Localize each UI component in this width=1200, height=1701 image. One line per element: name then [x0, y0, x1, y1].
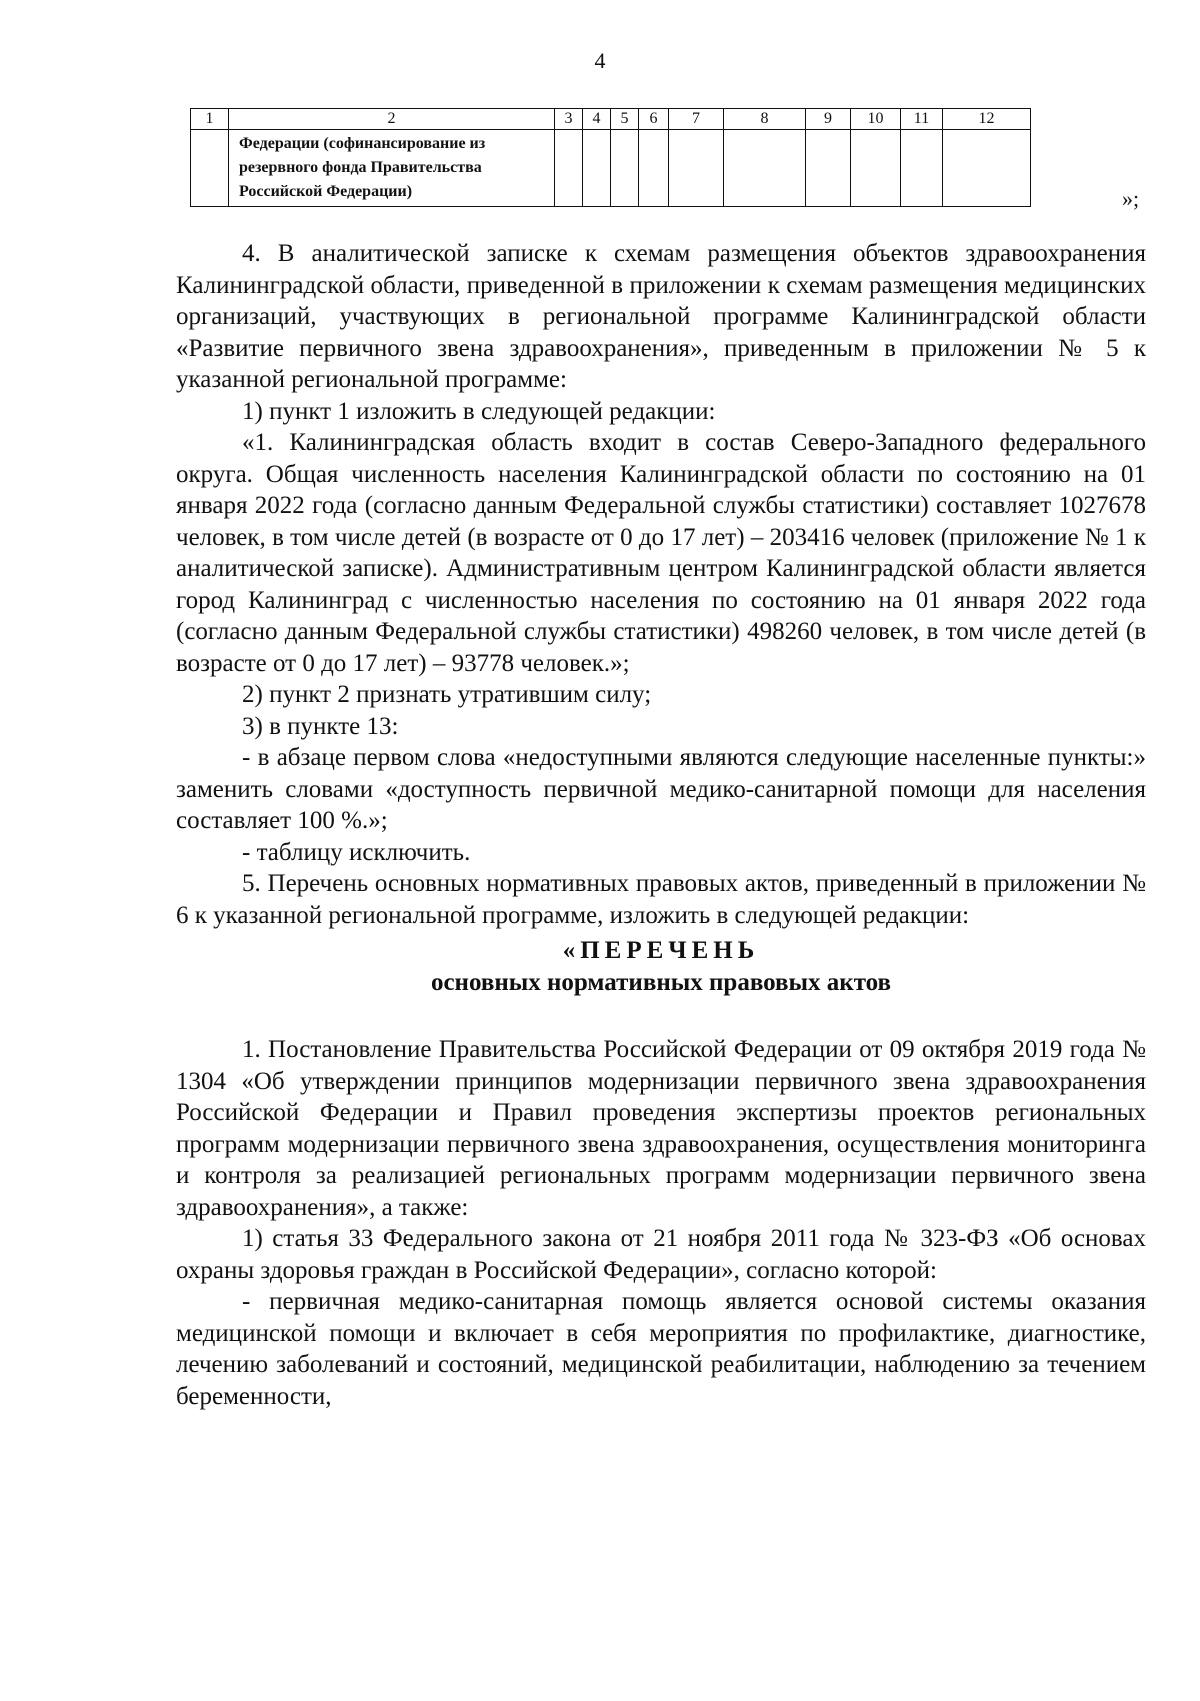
list-subheading: основных нормативных правовых актов: [430, 968, 892, 996]
table-header-cell: 11: [901, 109, 943, 130]
table-cell: [943, 130, 1031, 207]
table-header-cell: 12: [943, 109, 1031, 130]
table-header-cell: 6: [639, 109, 669, 130]
paragraph-4-item-3: 3) в пункте 13:: [242, 712, 399, 740]
table-header-cell: 9: [806, 109, 851, 130]
table-cell: [724, 130, 806, 207]
list-item-1-sub-1: 1) статья 33 Федерального закона от 21 ноября 2011 года № 323-ФЗ «Об основах охраны здоровья граждан в Российской Федерации», согласно которой:: [176, 1225, 1146, 1284]
table-cell-description: Федерации (софинансирование из резервного фонда Правительства Российской Федерации): [229, 130, 555, 207]
table-close-quote: »;: [1122, 186, 1140, 211]
table-header-cell: 2: [229, 109, 555, 130]
paragraph-4-item-2: 2) пункт 2 признать утратившим силу;: [242, 681, 652, 708]
paragraph-4-item-3-b: - таблицу исключить.: [242, 838, 471, 866]
table-header-cell: 8: [724, 109, 806, 130]
table-header-cell: 1: [191, 109, 229, 130]
table-header-cell: 5: [611, 109, 639, 130]
document-body: [176, 238, 1146, 1412]
list-item-1: 1. Постановление Правительства Российской Федерации от 09 октября 2019 года № 1304 «Об утверждении принципов модернизации первичного звена здравоохранения Российской Федерации и Правил проведения экспертизы проектов региональных программ модернизации первичного звена здравоохранения, осуществления мониторинга и контроля за реализацией региональных программ модернизации первичного звена здравоохранения», а также:: [176, 1036, 1146, 1221]
table-cell: [901, 130, 943, 207]
table-cell: [611, 130, 639, 207]
paragraph-5: 5. Перечень основных нормативных правовых актов, приведенный в приложении № 6 к указанной региональной программе, изложить в следующей редакции:: [176, 870, 1146, 929]
table-cell: [583, 130, 611, 207]
table-row: [191, 130, 1031, 207]
table-header-cell: 3: [555, 109, 583, 130]
paragraph-4-item-3-a: - в абзаце первом слова «недоступными являются следующие населенные пункты:» заменить словами «доступность первичной медико-санитарной помощи для населения составляет 100 %.»;: [176, 744, 1146, 834]
table-header-cell: 4: [583, 109, 611, 130]
table-header-row: [191, 109, 1031, 130]
table-cell: [191, 130, 229, 207]
table-cell: [806, 130, 851, 207]
table-header-cell: 7: [669, 109, 724, 130]
table-cell: [639, 130, 669, 207]
table-cell: [555, 130, 583, 207]
paragraph-4: 4. В аналитической записке к схемам размещения объектов здравоохранения Калининградской области, приведенной в приложении к схемам размещения медицинских организаций, участвующих в региональной программе Калининградской области «Развитие первичного звена здравоохранения», приведенным в приложении № 5 к указанной региональной программе:: [176, 240, 1146, 393]
table-cell: [669, 130, 724, 207]
table-header-cell: 10: [851, 109, 901, 130]
list-item-1-sub-1-a: - первичная медико-санитарная помощь является основой системы оказания медицинской помощи и включает в себя мероприятия по профилактике, диагностике, лечению заболеваний и состояний, медицинской реабилитации, наблюдению за течением беременности,: [176, 1288, 1146, 1410]
continuation-table: [190, 108, 1031, 207]
list-heading: «ПЕРЕЧЕНЬ: [562, 937, 760, 964]
paragraph-4-item-1-text: «1. Калининградская область входит в состав Северо-Западного федерального округа. Общая численность населения Калининградской области по состоянию на 01 января 2022 года (согласно данным Федеральной службы статистики) составляет 1027678 человек, в том числе детей (в возрасте от 0 до 17 лет) – 203416 человек (приложение № 1 к аналитической записке). Административным центром Калининградской области является город Калининград с численностью населения по состоянию на 01 января 2022 года (согласно данным Федеральной службы статистики) 498260 человек, в том числе детей (в возрасте от 0 до 17 лет) – 93778 человек.»;: [176, 429, 1146, 677]
paragraph-4-item-1: 1) пункт 1 изложить в следующей редакции:: [242, 397, 716, 425]
table-cell: [851, 130, 901, 207]
page-number: 4: [594, 48, 606, 73]
